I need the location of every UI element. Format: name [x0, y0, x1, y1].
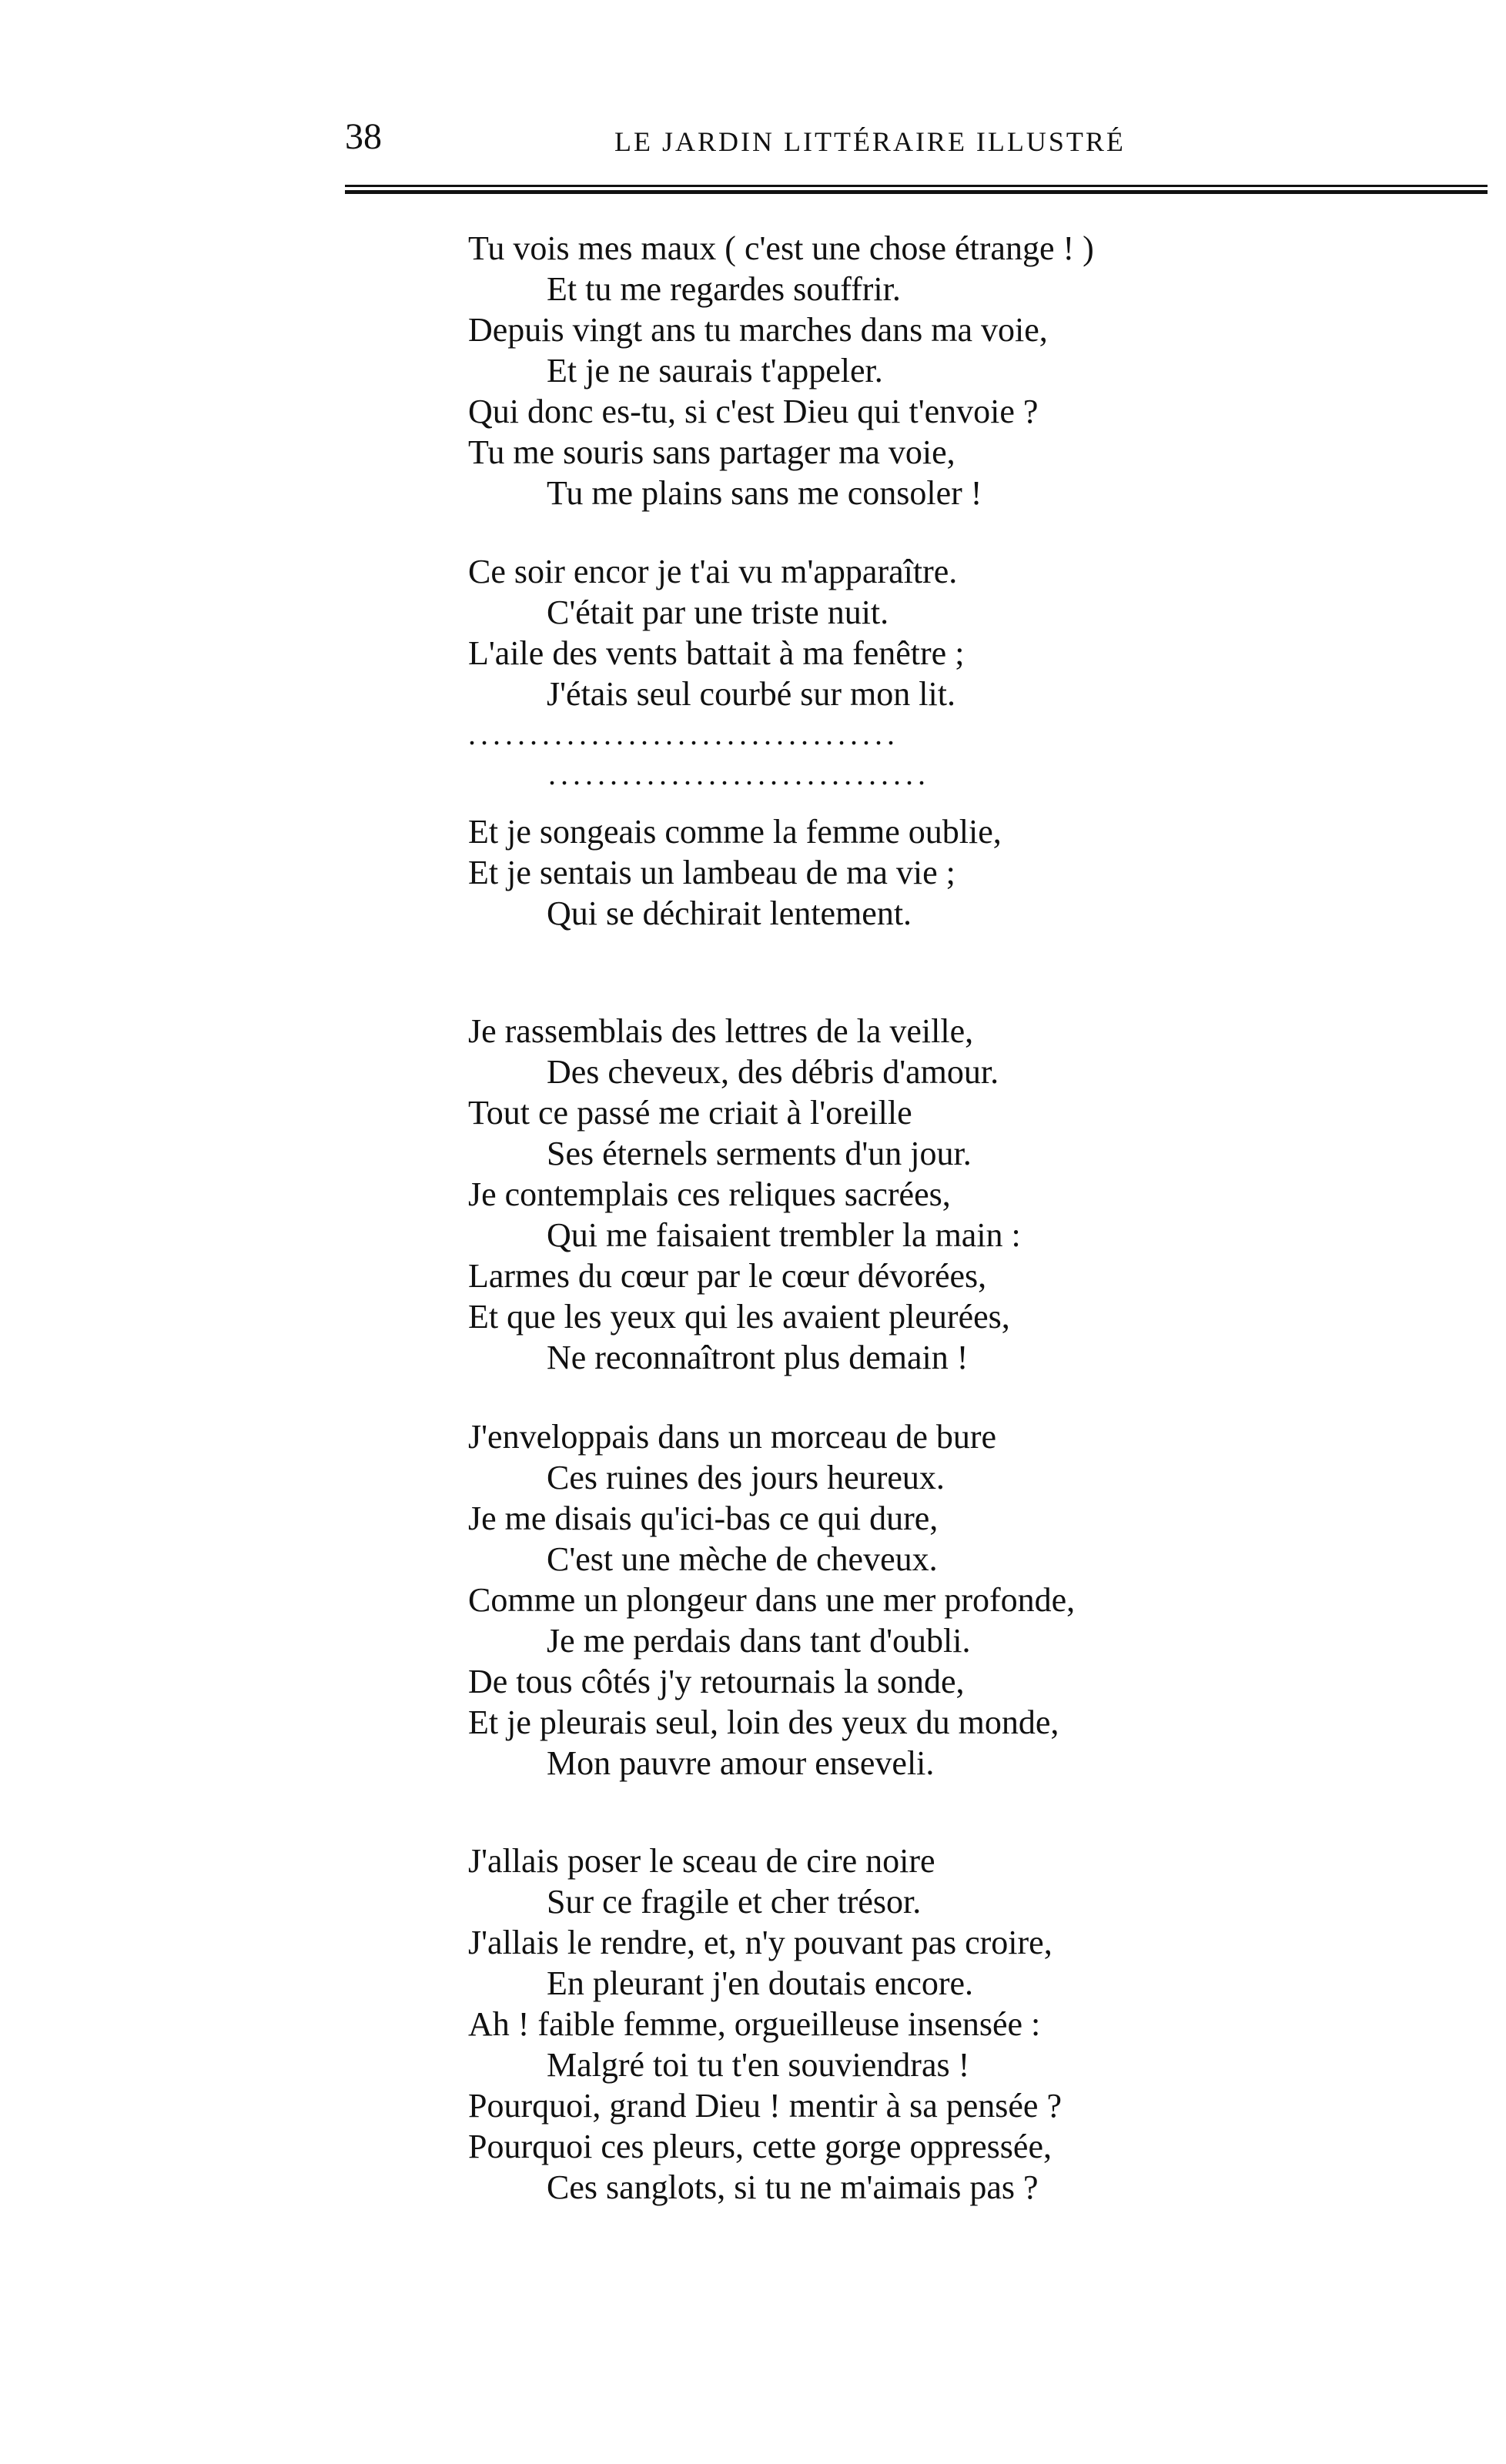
verse-line: Et je pleurais seul, loin des yeux du monde, [468, 1703, 1059, 1741]
verse-line: Pourquoi ces pleurs, cette gorge oppressée, [468, 2128, 1052, 2165]
verse-line: L'aile des vents battait à ma fenêtre ; [468, 634, 965, 672]
verse-line: Ne reconnaîtront plus demain ! [547, 1339, 969, 1376]
verse-line: Tu me souris sans partager ma voie, [468, 433, 955, 471]
verse-line: Ah ! faible femme, orgueilleuse insensée : [468, 2005, 1041, 2043]
verse-line: De tous côtés j'y retournais la sonde, [468, 1663, 965, 1700]
verse-line: Et je sentais un lambeau de ma vie ; [468, 854, 955, 891]
verse-line: Je me disais qu'ici-bas ce qui dure, [468, 1499, 939, 1537]
verse-line: J'allais le rendre, et, n'y pouvant pas croire, [468, 1924, 1053, 1961]
verse-line: Tu vois mes maux ( c'est une chose étrange ! ) [468, 229, 1094, 267]
running-title: LE JARDIN LITTÉRAIRE ILLUSTRÉ [614, 126, 1126, 157]
verse-line: Et tu me regardes souffrir. [547, 270, 901, 308]
verse-line: Tout ce passé me criait à l'oreille [468, 1094, 912, 1132]
stanza-2 [468, 551, 1392, 714]
verse-line: Mon pauvre amour enseveli. [547, 1744, 935, 1782]
header-rule [345, 185, 1488, 194]
verse-line: C'était par une triste nuit. [547, 593, 889, 631]
verse-line: J'allais poser le sceau de cire noire [468, 1842, 935, 1880]
verse-line: Pourquoi, grand Dieu ! mentir à sa pensée ? [468, 2087, 1062, 2125]
verse-line: Et je songeais comme la femme oublie, [468, 813, 1002, 851]
poem [468, 228, 1392, 2208]
verse-line: Ces sanglots, si tu ne m'aimais pas ? [547, 2168, 1039, 2206]
verse-line: Ce soir encor je t'ai vu m'apparaître. [468, 553, 958, 590]
dotted-line: ............................... [548, 757, 930, 791]
verse-line: Je rassemblais des lettres de la veille, [468, 1012, 974, 1050]
verse-line: Comme un plongeur dans une mer profonde, [468, 1581, 1076, 1619]
stanza-4 [468, 1011, 1392, 1378]
verse-line: Larmes du cœur par le cœur dévorées, [468, 1257, 987, 1295]
verse-line: Qui se déchirait lentement. [547, 894, 912, 932]
verse-line: Qui donc es-tu, si c'est Dieu qui t'envoie ? [468, 393, 1039, 430]
verse-line: J'enveloppais dans un morceau de bure [468, 1418, 997, 1456]
verse-line: Ces ruines des jours heureux. [547, 1459, 945, 1496]
verse-line: Depuis vingt ans tu marches dans ma voie, [468, 311, 1048, 349]
verse-line: Sur ce fragile et cher trésor. [547, 1883, 922, 1921]
verse-line: Tu me plains sans me consoler ! [547, 474, 982, 512]
stanza-6 [468, 1840, 1392, 2208]
verse-line: Qui me faisaient trembler la main : [547, 1216, 1021, 1254]
page-number: 38 [345, 116, 382, 157]
verse-line: En pleurant j'en doutais encore. [547, 1964, 974, 2002]
verse-line: Et je ne saurais t'appeler. [547, 352, 883, 389]
verse-line: Des cheveux, des débris d'amour. [547, 1053, 999, 1091]
stanza-5 [468, 1416, 1392, 1784]
verse-line: Je contemplais ces reliques sacrées, [468, 1175, 951, 1213]
stanza-1 [468, 228, 1392, 513]
verse-line: Et que les yeux qui les avaient pleurées, [468, 1298, 1010, 1336]
verse-line: Malgré toi tu t'en souviendras ! [547, 2046, 970, 2084]
verse-line: J'étais seul courbé sur mon lit. [547, 675, 955, 713]
verse-line: Je me perdais dans tant d'oubli. [547, 1622, 971, 1660]
stanza-3 [468, 811, 1392, 934]
verse-line: Ses éternels serments d'un jour. [547, 1135, 972, 1172]
verse-line: C'est une mèche de cheveux. [547, 1540, 938, 1578]
dotted-line: ................................... [468, 717, 899, 751]
ellipsis-break [468, 714, 1392, 794]
